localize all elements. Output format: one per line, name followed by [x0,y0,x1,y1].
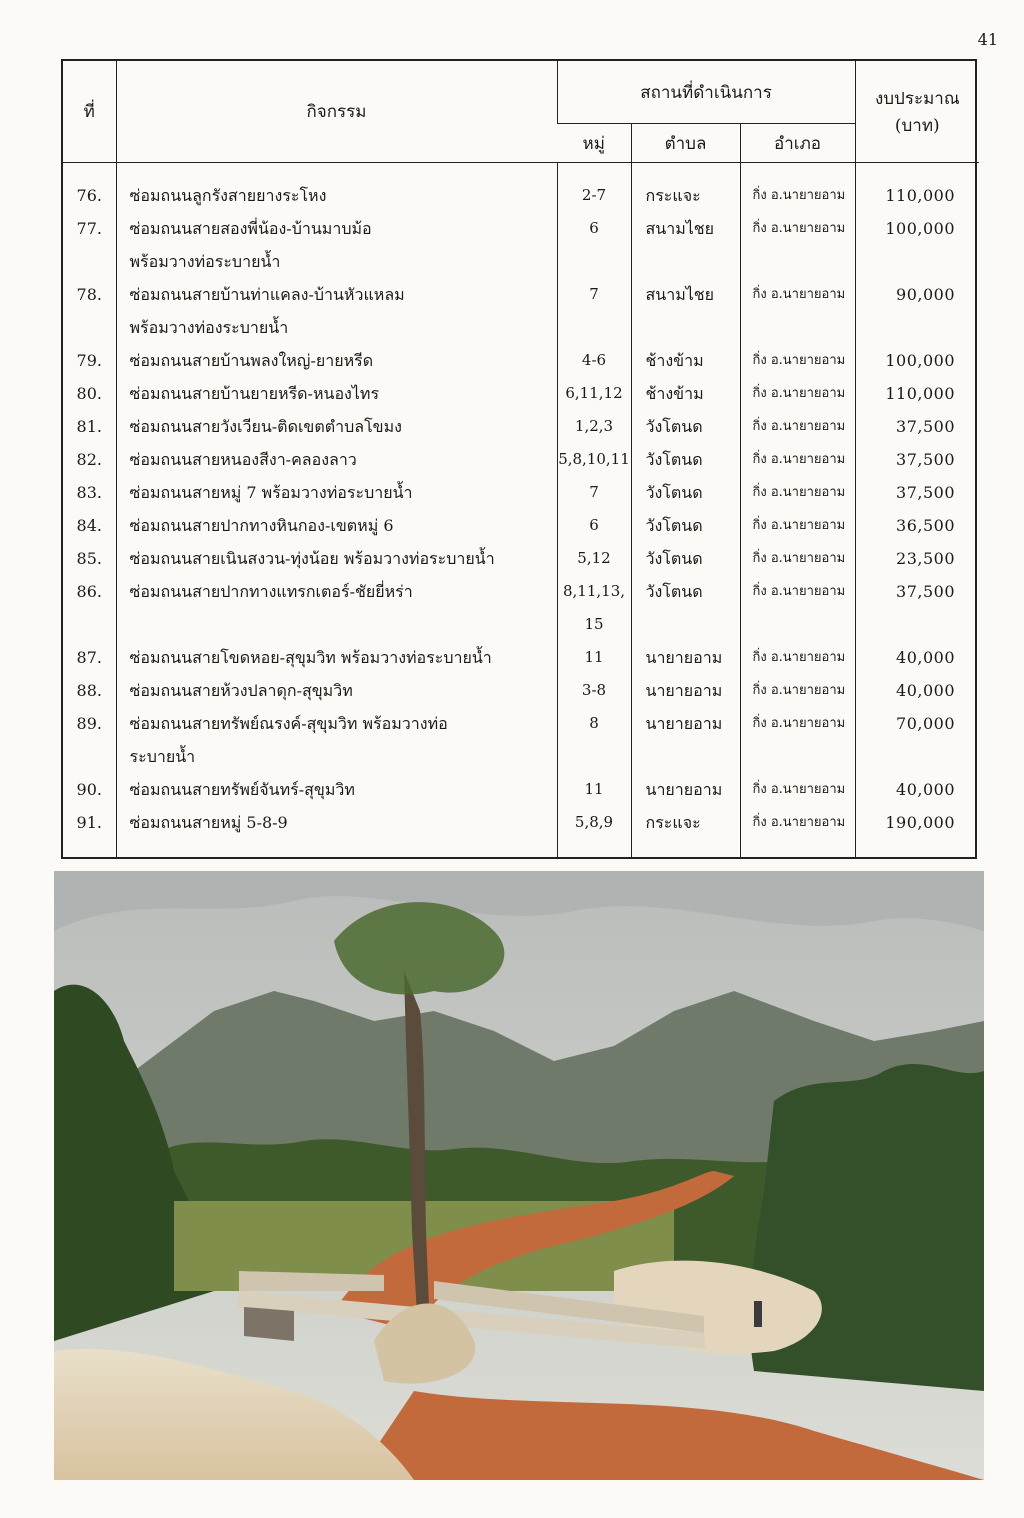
row-budget: 40,000 [855,773,979,806]
row-tambon: สนามไชย [631,278,740,344]
row-moo-line: 15 [584,615,604,633]
table-row [63,278,979,344]
header-location: สถานที่ดำเนินการ [557,61,855,124]
row-number: 87. [76,648,102,667]
row-budget: 37,500 [855,575,979,641]
row-tambon: สนามไชย [631,212,740,278]
spacer-cell [855,839,979,859]
row-activity-line: ซ่อมถนนสายบ้านท่าแคลง-บ้านหัวแหลม [129,285,405,304]
table-row [63,641,979,674]
row-activity [116,575,557,641]
row-activity [116,773,557,806]
road-bridge-photo [54,871,984,1480]
row-activity-line: ซ่อมถนนสายเนินสงวน-ทุ่งน้อย พร้อมวางท่อระบายน้ำ [129,549,495,568]
row-activity-line: ซ่อมถนนสายหมู่ 7 พร้อมวางท่อระบายน้ำ [129,483,413,502]
table-row [63,443,979,476]
row-amphoe: กิ่ง อ.นายายอาม [740,344,855,377]
row-activity [116,674,557,707]
row-moo-line: 7 [589,483,599,501]
table-row [63,806,979,839]
spacer-cell [557,839,631,859]
header-activity: กิจกรรม [116,61,557,163]
row-activity [116,509,557,542]
row-moo [557,163,631,213]
spacer-cell [63,839,116,859]
row-number: 80. [76,384,102,403]
row-moo-line: 5,12 [577,549,611,567]
header-no: ที่ [63,61,116,163]
row-number: 83. [76,483,102,502]
row-activity [116,163,557,213]
row-budget: 23,500 [855,542,979,575]
header-tambon: ตำบล [631,124,740,163]
row-budget: 90,000 [855,278,979,344]
row-activity [116,278,557,344]
row-number: 90. [76,780,102,799]
row-moo-line: 8,11,13, [562,582,626,600]
row-tambon: วังโตนด [631,542,740,575]
row-moo-line: 6 [589,219,599,237]
row-moo-line: 6,11,12 [565,384,623,402]
row-activity [116,806,557,839]
row-number: 82. [76,450,102,469]
row-activity-line: ซ่อมถนนสายปากทางแทรกเตอร์-ชัยยี่หร่า [129,582,413,601]
row-moo [557,476,631,509]
row-moo [557,443,631,476]
row-moo-line: 2-7 [581,186,607,204]
row-amphoe: กิ่ง อ.นายายอาม [740,476,855,509]
row-moo [557,575,631,641]
table-row [63,476,979,509]
row-tambon: วังโตนด [631,476,740,509]
row-moo-line: 11 [584,780,604,798]
row-activity-line: ซ่อมถนนสายสองพี่น้อง-บ้านมาบม้อ [129,219,372,238]
row-tambon: ช้างข้าม [631,344,740,377]
table-row [63,674,979,707]
row-activity [116,443,557,476]
table-spacer-row [63,839,979,859]
row-number: 77. [76,219,102,238]
row-number: 89. [76,714,102,733]
row-activity-line: ซ่อมถนนสายหมู่ 5-8-9 [129,813,288,832]
row-activity-line: ซ่อมถนนสายปากทางหินกอง-เขตหมู่ 6 [129,516,394,535]
row-number: 85. [76,549,102,568]
row-activity-line: ซ่อมถนนสายห้วงปลาดุก-สุขุมวิท [129,681,353,700]
row-activity [116,212,557,278]
row-moo-line: 4-6 [581,351,607,369]
row-activity-line: ซ่อมถนนลูกรังสายยางระโหง [129,186,327,205]
row-amphoe: กิ่ง อ.นายายอาม [740,509,855,542]
row-budget: 190,000 [855,806,979,839]
row-activity-line: พร้อมวางท่องระบายน้ำ [129,318,289,337]
row-activity [116,344,557,377]
row-moo-line: 6 [589,516,599,534]
row-number: 88. [76,681,102,700]
table-row [63,509,979,542]
row-number: 76. [76,186,102,205]
row-number: 78. [76,285,102,304]
table-row [63,344,979,377]
row-amphoe: กิ่ง อ.นายายอาม [740,163,855,213]
budget-table [61,59,977,859]
row-activity [116,641,557,674]
row-activity-line: ซ่อมถนนสายทรัพย์ณรงค์-สุขุมวิท พร้อมวางท่อ [129,714,448,733]
row-budget: 100,000 [855,212,979,278]
row-tambon: วังโตนด [631,575,740,641]
row-activity [116,707,557,773]
spacer-cell [116,839,557,859]
row-activity-line: พร้อมวางท่อระบายน้ำ [129,252,281,271]
table-row [63,707,979,773]
row-moo-line: 5,8,9 [574,813,614,831]
header-budget [855,61,979,163]
row-activity-line: ซ่อมถนนสายโขดหอย-สุขุมวิท พร้อมวางท่อระบายน้ำ [129,648,492,667]
row-activity-line: ระบายน้ำ [129,747,196,766]
row-activity-line: ซ่อมถนนสายหนองสีงา-คลองลาว [129,450,357,469]
row-tambon: ช้างข้าม [631,377,740,410]
row-activity [116,542,557,575]
row-number: 79. [76,351,102,370]
row-moo-line: 5,8,10,11 [558,450,630,468]
row-number: 86. [76,582,102,601]
row-activity-line: ซ่อมถนนสายวังเวียน-ติดเขตตำบลโขมง [129,417,402,436]
row-moo-line: 11 [584,648,604,666]
row-moo [557,212,631,278]
row-moo-line: 8 [589,714,599,732]
row-tambon: นายายอาม [631,641,740,674]
table-body [63,163,979,860]
row-moo [557,410,631,443]
row-amphoe: กิ่ง อ.นายายอาม [740,707,855,773]
row-amphoe: กิ่ง อ.นายายอาม [740,212,855,278]
row-tambon: กระแจะ [631,163,740,213]
row-amphoe: กิ่ง อ.นายายอาม [740,443,855,476]
row-amphoe: กิ่ง อ.นายายอาม [740,575,855,641]
row-moo [557,707,631,773]
row-number: 81. [76,417,102,436]
row-budget: 37,500 [855,443,979,476]
landscape-illustration [54,871,984,1480]
header-moo: หมู่ [557,124,631,163]
header-budget-line1: งบประมาณ [874,88,960,109]
table-row [63,542,979,575]
activity-table [63,61,979,859]
row-amphoe: กิ่ง อ.นายายอาม [740,377,855,410]
row-amphoe: กิ่ง อ.นายายอาม [740,410,855,443]
row-activity [116,377,557,410]
table-row [63,377,979,410]
row-tambon: วังโตนด [631,410,740,443]
row-number: 91. [76,813,102,832]
row-activity [116,476,557,509]
page-number: 41 [977,30,998,49]
spacer-cell [740,839,855,859]
table-row [63,773,979,806]
table-row [63,575,979,641]
table-row [63,212,979,278]
row-moo [557,344,631,377]
row-budget: 100,000 [855,344,979,377]
row-amphoe: กิ่ง อ.นายายอาม [740,278,855,344]
table-row [63,410,979,443]
row-moo-line: 3-8 [581,681,607,699]
spacer-cell [631,839,740,859]
row-activity-line: ซ่อมถนนสายบ้านพลงใหญ่-ยายหรีด [129,351,374,370]
row-budget: 110,000 [855,163,979,213]
row-budget: 40,000 [855,641,979,674]
row-moo-line: 7 [589,285,599,303]
row-moo-line: 1,2,3 [574,417,614,435]
row-activity-line: ซ่อมถนนสายทรัพย์จันทร์-สุขุมวิท [129,780,355,799]
row-amphoe: กิ่ง อ.นายายอาม [740,674,855,707]
row-amphoe: กิ่ง อ.นายายอาม [740,641,855,674]
row-tambon: วังโตนด [631,509,740,542]
row-moo [557,377,631,410]
row-budget: 70,000 [855,707,979,773]
row-amphoe: กิ่ง อ.นายายอาม [740,806,855,839]
row-moo [557,674,631,707]
row-number: 84. [76,516,102,535]
row-amphoe: กิ่ง อ.นายายอาม [740,542,855,575]
row-amphoe: กิ่ง อ.นายายอาม [740,773,855,806]
row-moo [557,806,631,839]
table-row [63,163,979,213]
row-tambon: นายายอาม [631,674,740,707]
row-moo [557,641,631,674]
row-budget: 40,000 [855,674,979,707]
row-tambon: นายายอาม [631,707,740,773]
row-budget: 36,500 [855,509,979,542]
bridge-pier [244,1307,294,1341]
row-moo [557,542,631,575]
row-activity-line: ซ่อมถนนสายบ้านยายหรีด-หนองไทร [129,384,380,403]
header-budget-line2: (บาท) [894,115,940,136]
row-budget: 37,500 [855,476,979,509]
row-tambon: กระแจะ [631,806,740,839]
row-moo [557,278,631,344]
person [754,1301,762,1327]
row-budget: 110,000 [855,377,979,410]
row-tambon: วังโตนด [631,443,740,476]
header-amphoe: อำเภอ [740,124,855,163]
row-moo [557,509,631,542]
row-moo [557,773,631,806]
row-tambon: นายายอาม [631,773,740,806]
row-budget: 37,500 [855,410,979,443]
row-activity [116,410,557,443]
